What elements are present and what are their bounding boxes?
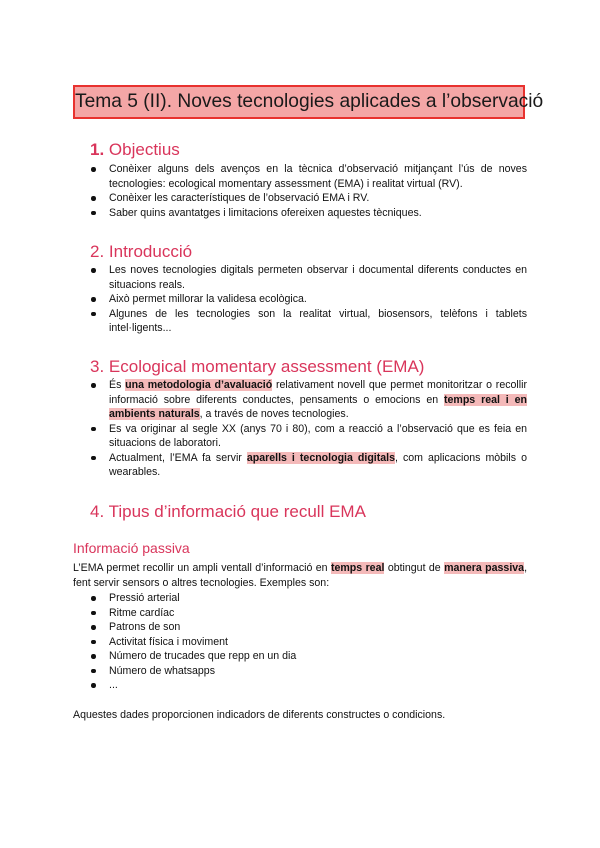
tipus-intro [73,561,527,590]
list-item: Conèixer alguns dels avenços en la tècnica d’observació mitjançant l’ús de noves tecnologies: ecological momentary assessment (EMA) i realitat virtual (RV). [73,162,527,191]
list-item: Número de whatsapps [73,664,527,679]
list-item: Pressió arterial [73,591,527,606]
text-run: , com aplicacions mòbils o wearables. [109,451,527,478]
section-heading-tipus: 4. Tipus d’informació que recull EMA [90,502,366,521]
text-run: L’EMA permet recollir un ampli ventall d’informació en [73,562,331,574]
section-title: Objectius [108,140,180,159]
list-item: Patrons de son [73,620,527,635]
introduccio-list [73,263,527,336]
objectius-list [73,162,527,220]
text-run: , fent servir sensors o altres tecnologies. Exemples son: [73,562,528,589]
list-item: Es va originar al segle XX (anys 70 i 80), com a reacció a l’observació que es feia en situacions de laboratori. [73,422,527,451]
list-item: Les noves tecnologies digitals permeten observar i documental diferents conductes en situacions reals. [73,263,527,292]
text-run: , a través de noves tecnologies. [199,408,349,420]
list-item: Activitat física i moviment [73,635,527,650]
text-run: obtingut de [384,562,445,574]
highlight: aparells i tecnologia digitals [246,451,395,464]
list-item: ... [73,678,527,693]
section-heading-objectius [90,140,180,160]
section-heading-ema: 3. Ecological momentary assessment (EMA) [90,357,425,376]
highlight: temps real i en ambients naturals [109,393,527,420]
highlight: temps real [330,562,385,574]
text-run: És [109,379,126,391]
list-item: Això permet millorar la validesa ecològica. [73,292,527,307]
list-item [73,451,527,480]
text-run: relativament novell que permet monitoritzar o recollir informació sobre diferents conductes, pensaments o emocions en [109,379,527,406]
list-item: Saber quins avantatges i limitacions ofereixen aquestes tècniques. [73,206,527,221]
highlight: una metodologia d’avaluació [125,379,273,391]
subheading-informacio-passiva: Informació passiva [73,540,190,556]
document-title: Tema 5 (II). Noves tecnologies aplicades a l’observació [73,85,525,119]
list-item: Número de trucades que repp en un dia [73,649,527,664]
tipus-list [73,591,527,693]
list-item: Ritme cardíac [73,606,527,621]
section-heading-introduccio: 2. Introducció [90,242,193,261]
list-item: Conèixer les característiques de l’observació EMA i RV. [73,191,527,206]
ema-list [73,378,527,480]
text-run: Actualment, l’EMA fa servir [109,451,247,464]
list-item: Algunes de les tecnologies son la realitat virtual, biosensors, telèfons i tablets intel·ligents... [73,307,527,336]
section-number: 1. [90,140,105,159]
list-item [73,378,527,422]
highlight: manera passiva [444,562,525,574]
tipus-closing: Aquestes dades proporcionen indicadors de diferents constructes o condicions. [73,709,446,721]
